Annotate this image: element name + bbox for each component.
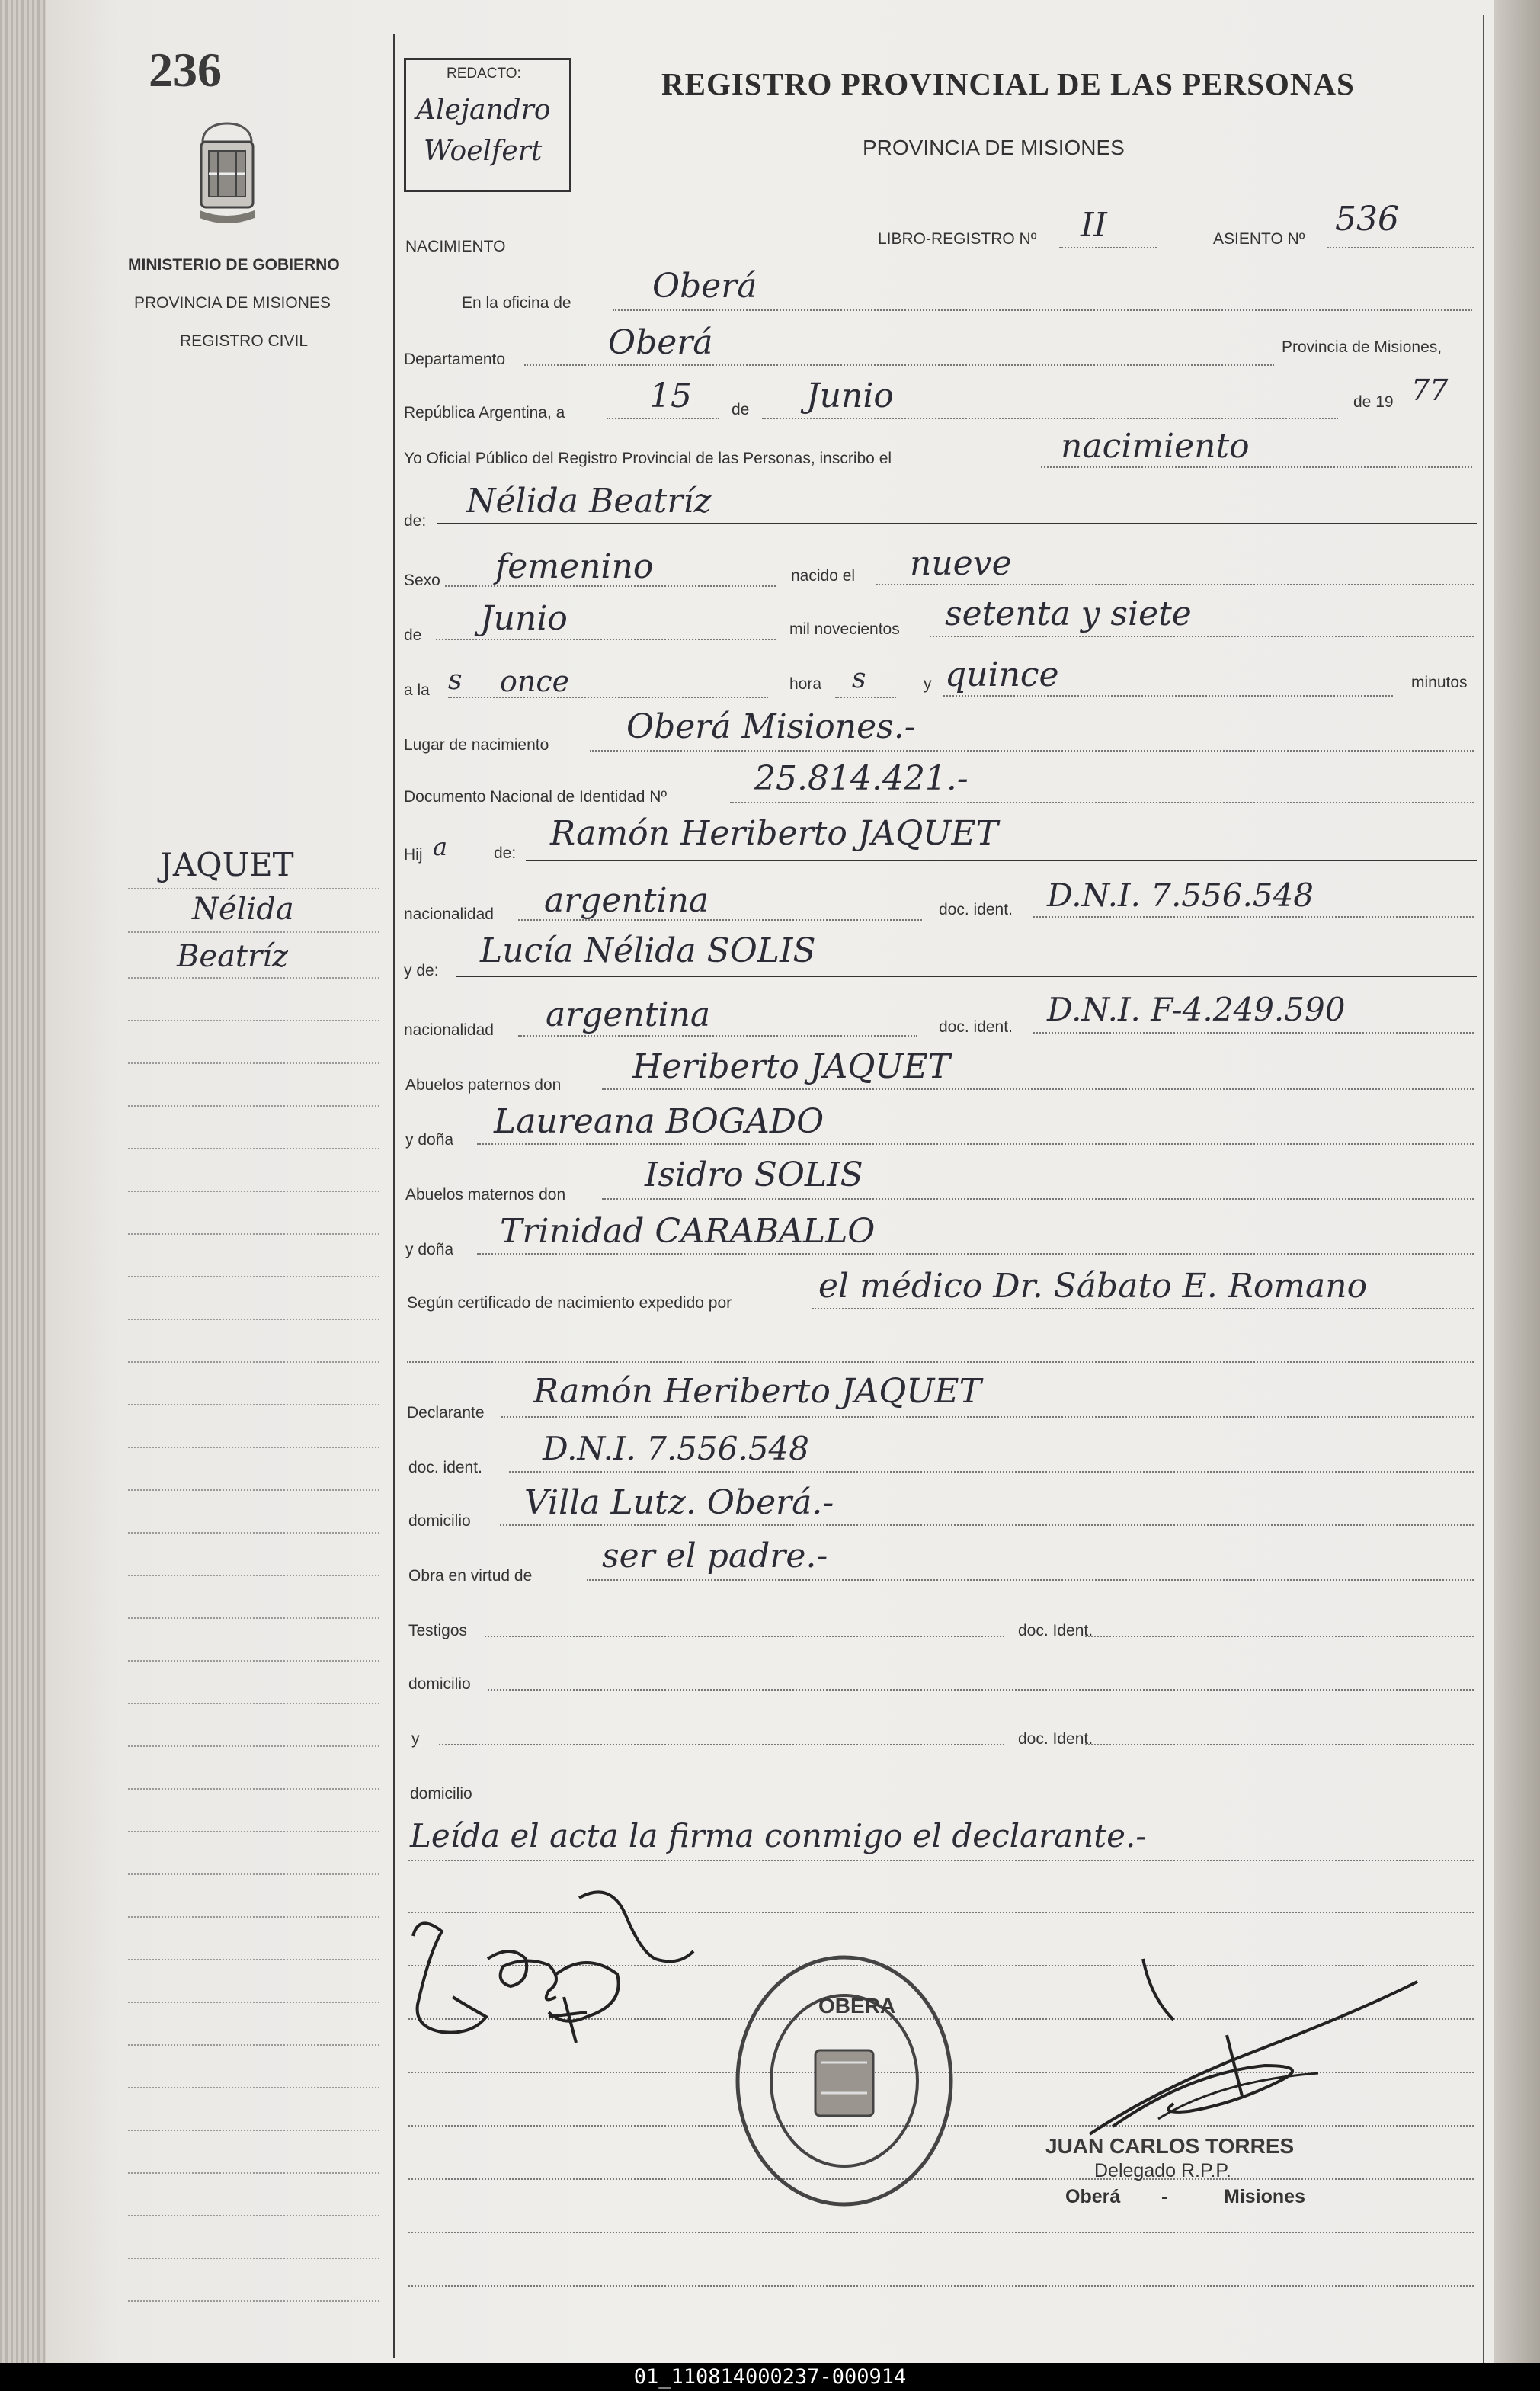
abuela-paterna-label: y doña	[405, 1131, 454, 1149]
coat-of-arms-icon	[197, 120, 258, 235]
declarant-signature	[396, 1883, 701, 2058]
hijo-label: Hij	[404, 846, 423, 864]
abuela-materna-label: y doña	[405, 1241, 454, 1258]
testigos-dom-label: domicilio	[408, 1675, 471, 1693]
fecha-day: 15	[649, 377, 692, 415]
official-city: Oberá	[1065, 2186, 1121, 2207]
abuelos-paternos-label: Abuelos paternos don	[405, 1076, 562, 1094]
margin-first-name: Nélida	[192, 892, 294, 927]
hijo-suffix: a	[433, 832, 448, 861]
official-dash: -	[1161, 2186, 1168, 2207]
closing-statement: Leída el acta la firma conmigo el declarante.-	[410, 1817, 1147, 1854]
redacto-name-1: Alejandro	[416, 95, 551, 126]
hora-suffix: s	[448, 665, 463, 696]
abuelo-paterno: Heriberto JAQUET	[632, 1047, 950, 1086]
right-border	[1483, 15, 1484, 2363]
asiento-label: ASIENTO Nº	[1213, 230, 1305, 248]
nacido-label: nacido el	[791, 567, 856, 585]
official-name: JUAN CARLOS TORRES	[1045, 2134, 1295, 2158]
ministry-registry: REGISTRO CIVIL	[180, 332, 309, 350]
page-number: 236	[149, 43, 222, 97]
hora-label: a la	[404, 681, 430, 699]
declarante-value: Ramón Heriberto JAQUET	[533, 1372, 981, 1411]
abuela-paterna: Laureana BOGADO	[494, 1102, 824, 1141]
madre-doc: D.N.I. F-4.249.590	[1047, 991, 1346, 1028]
madre-doc-label: doc. ident.	[939, 1018, 1013, 1036]
book-right-edge	[1494, 0, 1540, 2363]
certificado-label: Según certificado de nacimiento expedido por	[407, 1294, 732, 1312]
abuelos-maternos-label: Abuelos maternos don	[405, 1186, 566, 1204]
padre-nac-label: nacionalidad	[404, 905, 494, 923]
padre-nacionalidad: argentina	[544, 881, 709, 920]
departamento-value: Oberá	[608, 323, 713, 362]
minutos-label: minutos	[1411, 674, 1468, 691]
hora-value: once	[500, 665, 570, 698]
minutos-value: quince	[945, 655, 1059, 694]
padre-doc-label: doc. ident.	[939, 901, 1013, 918]
fecha-de-label: de	[732, 401, 750, 418]
ministry-name: MINISTERIO DE GOBIERNO	[128, 256, 340, 274]
redacto-label: REDACTO:	[447, 66, 521, 82]
column-divider	[393, 34, 395, 2358]
abuelo-materno: Isidro SOLIS	[645, 1155, 863, 1194]
horas-label: hora	[789, 675, 822, 693]
testigos-doc2-label: doc. Ident.	[1018, 1730, 1093, 1748]
departamento-suffix: Provincia de Misiones,	[1282, 338, 1442, 356]
mes-value: Junio	[480, 599, 568, 638]
oficina-value: Oberá	[652, 267, 757, 306]
redacto-name-2: Woelfert	[424, 136, 543, 167]
sexo-value: femenino	[495, 547, 654, 586]
fecha-year-label: de 19	[1353, 393, 1394, 411]
registry-subtitle: PROVINCIA DE MISIONES	[863, 136, 1125, 159]
ministry-province: PROVINCIA DE MISIONES	[134, 294, 331, 312]
certificado-value: el médico Dr. Sábato E. Romano	[818, 1267, 1368, 1306]
madre-nacionalidad: argentina	[546, 995, 711, 1034]
documento-label: Documento Nacional de Identidad Nº	[404, 788, 668, 806]
declarante-doc-label: doc. ident.	[408, 1459, 482, 1476]
departamento-label: Departamento	[404, 351, 506, 368]
hora-y-label: y	[924, 675, 932, 693]
padre-de-label: de:	[494, 845, 517, 862]
registry-title: REGISTRO PROVINCIAL DE LAS PERSONAS	[661, 66, 1355, 101]
madre-nombre: Lucía Nélida SOLIS	[480, 931, 816, 970]
libro-label: LIBRO-REGISTRO Nº	[878, 230, 1037, 248]
declarante-domicilio: Villa Lutz. Oberá.-	[524, 1483, 834, 1522]
seal-center-text: OBERA	[818, 1994, 896, 2018]
padre-nombre: Ramón Heriberto JAQUET	[550, 814, 998, 853]
testigos-y-label: y	[411, 1730, 420, 1748]
margin-second-name: Beatríz	[177, 939, 288, 974]
inscribo-value: nacimiento	[1061, 427, 1250, 466]
nombre-value: Nélida Beatríz	[466, 482, 712, 521]
testigos-doc-label: doc. Ident.	[1018, 1622, 1093, 1639]
novecientos-label: mil novecientos	[789, 620, 900, 638]
official-title: Delegado R.P.P.	[1094, 2160, 1231, 2181]
horas-suffix: s	[852, 663, 866, 694]
fecha-label: República Argentina, a	[404, 404, 565, 421]
scan-id-footer: 01_110814000237-000914	[0, 2363, 1540, 2391]
documento-value: 25.814.421.-	[754, 759, 969, 798]
official-signature	[1067, 1951, 1433, 2149]
margin-surname: JAQUET	[160, 846, 294, 883]
declarante-dom-label: domicilio	[408, 1512, 471, 1530]
anio-value: setenta y siete	[945, 595, 1192, 633]
inscribo-label: Yo Oficial Público del Registro Provincial de las Personas, inscribo el	[404, 450, 892, 467]
book-spine-edge	[0, 0, 46, 2363]
testigos-label: Testigos	[408, 1622, 468, 1639]
testigos-dom2-label: domicilio	[410, 1785, 472, 1803]
madre-label: y de:	[404, 962, 439, 979]
mes-label: de	[404, 627, 422, 644]
sexo-label: Sexo	[404, 572, 440, 589]
fecha-year-value: 77	[1411, 373, 1449, 407]
lugar-value: Oberá Misiones.-	[626, 707, 916, 746]
record-type: NACIMIENTO	[405, 238, 506, 255]
asiento-value: 536	[1335, 200, 1399, 239]
obra-value: ser el padre.-	[602, 1537, 828, 1575]
nombre-label: de:	[404, 512, 427, 530]
obra-label: Obra en virtud de	[408, 1567, 533, 1585]
abuela-materna: Trinidad CARABALLO	[500, 1212, 876, 1251]
declarante-doc: D.N.I. 7.556.548	[543, 1430, 809, 1467]
fecha-month: Junio	[806, 377, 894, 415]
nacido-dia: nueve	[910, 544, 1012, 583]
oficina-label: En la oficina de	[462, 294, 571, 312]
libro-value: II	[1081, 206, 1107, 245]
official-province: Misiones	[1224, 2186, 1305, 2207]
registry-seal	[730, 1951, 959, 2210]
lugar-label: Lugar de nacimiento	[404, 736, 549, 754]
declarante-label: Declarante	[407, 1404, 485, 1421]
madre-nac-label: nacionalidad	[404, 1021, 494, 1039]
padre-doc: D.N.I. 7.556.548	[1047, 877, 1314, 914]
